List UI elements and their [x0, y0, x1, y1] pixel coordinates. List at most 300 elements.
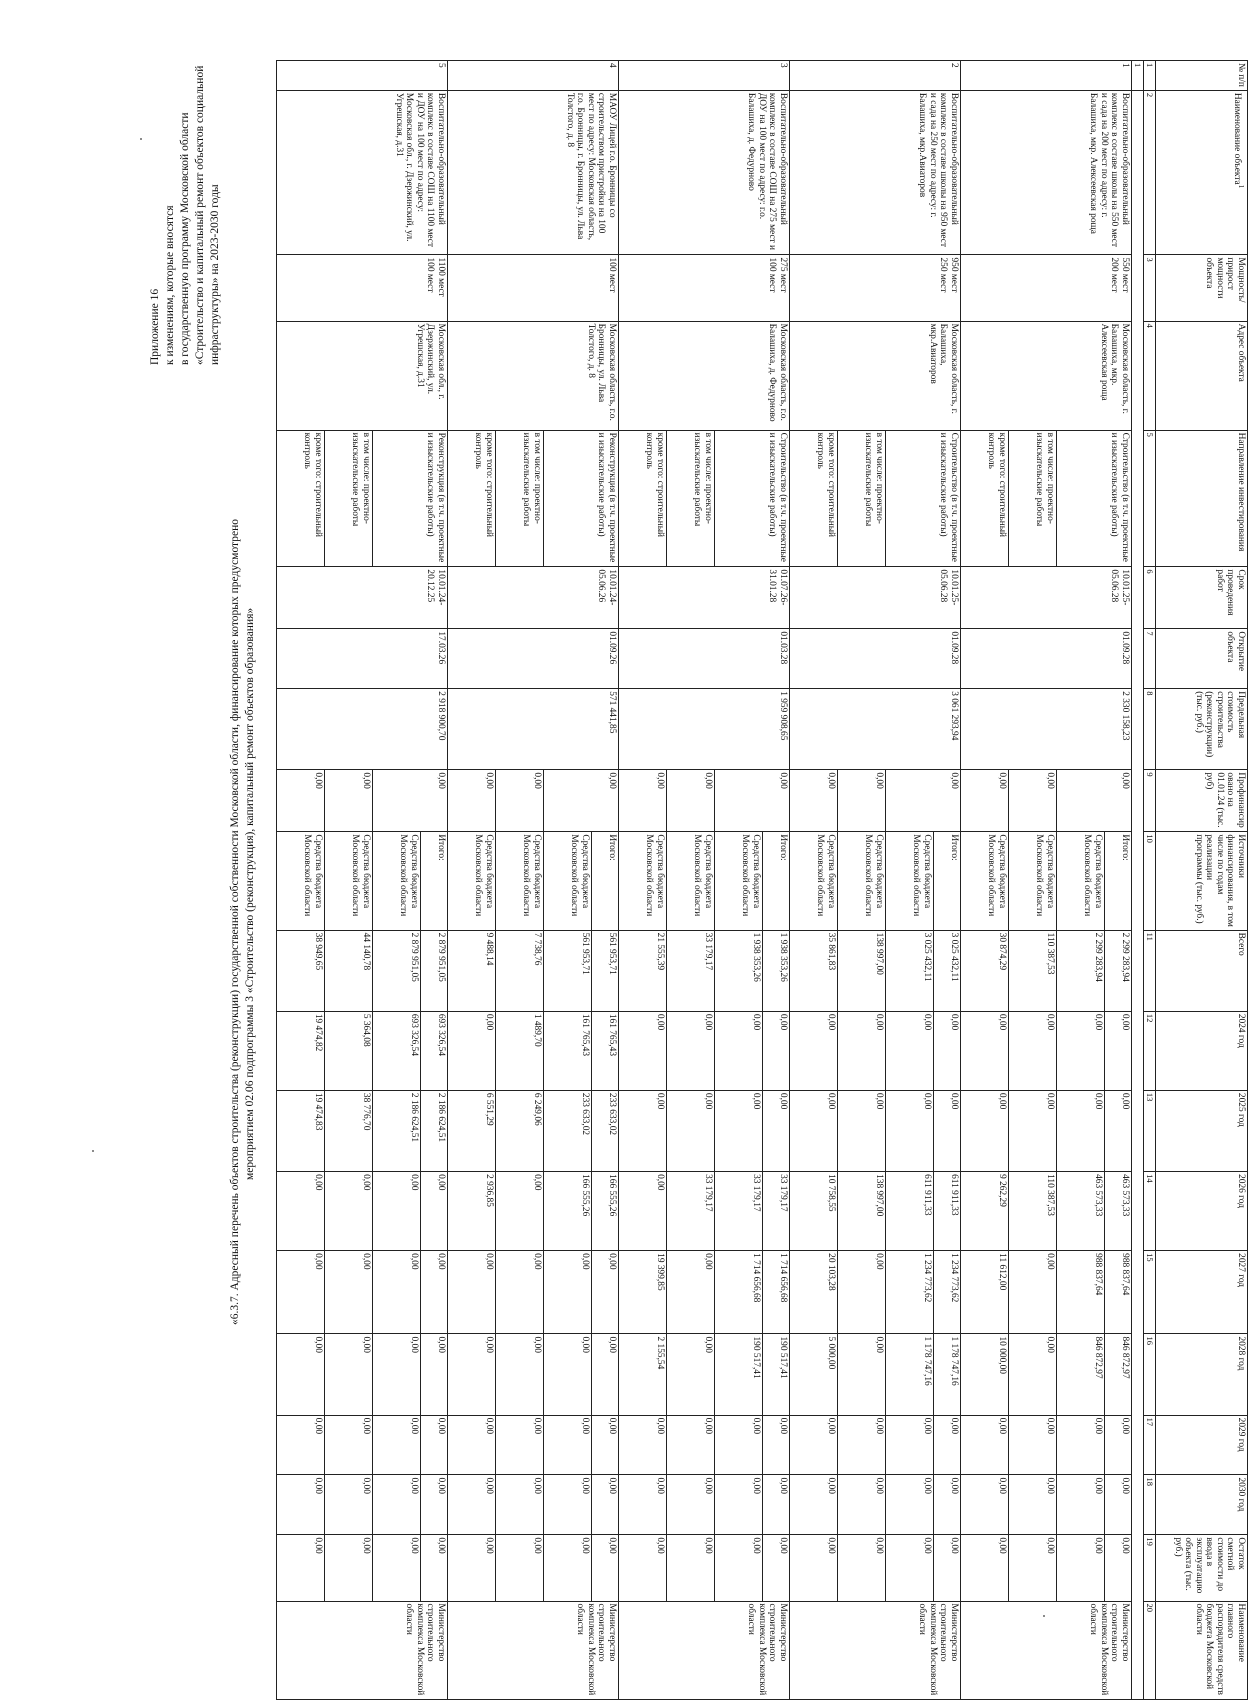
limit-cost: 3 061 293,94	[790, 689, 961, 770]
value-y2026: 33 179,17	[715, 1172, 763, 1251]
value-remainder: 0,00	[838, 1535, 886, 1601]
value-y2025: 233 633,02	[544, 1090, 592, 1171]
value-y2024: 0,00	[1009, 1011, 1057, 1090]
value-y2027: 0,00	[448, 1251, 496, 1334]
value-y2030: 0,00	[325, 1475, 373, 1535]
object-address: Московская область, г. Балашиха, мкр. Алексеевская роща	[961, 321, 1132, 430]
value-total: 35 861,83	[790, 930, 838, 1011]
value-y2029: 0,00	[838, 1415, 886, 1475]
value-y2030: 0,00	[1009, 1475, 1057, 1535]
value-y2026: 166 555,26	[592, 1172, 619, 1251]
value-y2029: 0,00	[1057, 1415, 1105, 1475]
value-y2024: 0,00	[448, 1011, 496, 1090]
opening-date: 01.03.28	[619, 629, 790, 689]
value-y2025: 0,00	[667, 1090, 715, 1171]
value-y2026: 0,00	[421, 1172, 448, 1251]
financed-amount: 0,00	[667, 770, 715, 832]
value-y2027: 0,00	[277, 1251, 325, 1334]
financed-amount: 0,00	[790, 770, 838, 832]
col-header-capacity: Мощность/ прирост мощности объекта	[1156, 255, 1248, 321]
value-total: 2 879 951,05	[421, 930, 448, 1011]
value-y2029: 0,00	[934, 1415, 961, 1475]
column-index-cell: 7	[1144, 629, 1156, 689]
value-y2024: 1 489,70	[496, 1011, 544, 1090]
table-row	[592, 61, 619, 1700]
value-y2026: 0,00	[496, 1172, 544, 1251]
column-index-cell: 18	[1144, 1475, 1156, 1535]
value-remainder: 0,00	[1009, 1535, 1057, 1601]
scan-speck	[140, 138, 142, 140]
value-y2029: 0,00	[277, 1415, 325, 1475]
investment-direction: кроме того: строительный контроль	[619, 430, 667, 567]
section-marker-empty	[1132, 90, 1144, 1699]
value-y2029: 0,00	[421, 1415, 448, 1475]
col-header-financed: Профинансировано на 01.01.24 (тыс. руб)	[1156, 770, 1248, 832]
value-remainder: 0,00	[1105, 1535, 1132, 1601]
funding-source: Средства бюджета Московской области	[373, 832, 421, 930]
value-y2027: 11 612,00	[961, 1251, 1009, 1334]
value-y2024: 0,00	[667, 1011, 715, 1090]
value-remainder: 0,00	[790, 1535, 838, 1601]
column-index-cell: 16	[1144, 1334, 1156, 1415]
value-y2029: 0,00	[592, 1415, 619, 1475]
value-y2026: 166 555,26	[544, 1172, 592, 1251]
object-name: МАОУ Лицей г.о. Бронницы со строительством пристройки на 100 мест по адресу: Московская область, г.о. Бронницы, г. Бронницы, ул. Льва Толстого, д. 8	[448, 90, 619, 255]
appendix-line-1: Приложение 16	[149, 288, 161, 365]
value-y2027: 0,00	[592, 1251, 619, 1334]
value-total: 38 949,65	[277, 930, 325, 1011]
investment-direction: Реконструкция (в т.ч. проектные и изыскательские работы)	[373, 430, 448, 567]
limit-cost: 1 959 908,65	[619, 689, 790, 770]
value-y2024: 693 326,54	[373, 1011, 421, 1090]
object-capacity: 275 мест 100 мест	[619, 255, 790, 321]
value-y2025: 0,00	[715, 1090, 763, 1171]
table-row	[421, 61, 448, 1700]
value-y2024: 0,00	[886, 1011, 934, 1090]
investment-direction: в том числе: проектно-изыскательские работы	[496, 430, 544, 567]
financed-amount: 0,00	[961, 770, 1009, 832]
investment-direction: Строительство (в т.ч. проектные и изыскательские работы)	[1057, 430, 1132, 567]
column-index-cell: 14	[1144, 1172, 1156, 1251]
column-index-cell: 13	[1144, 1090, 1156, 1171]
value-remainder: 0,00	[715, 1535, 763, 1601]
value-y2024: 0,00	[1105, 1011, 1132, 1090]
value-y2024: 0,00	[934, 1011, 961, 1090]
value-y2024: 0,00	[961, 1011, 1009, 1090]
value-y2028: 190 517,41	[715, 1334, 763, 1415]
value-y2027: 0,00	[496, 1251, 544, 1334]
investment-direction: в том числе: проектно-изыскательские работы	[838, 430, 886, 567]
value-y2029: 0,00	[790, 1415, 838, 1475]
value-y2026: 9 262,29	[961, 1172, 1009, 1251]
value-y2024: 0,00	[790, 1011, 838, 1090]
value-y2030: 0,00	[544, 1475, 592, 1535]
opening-date: 01.09.28	[790, 629, 961, 689]
value-y2029: 0,00	[1105, 1415, 1132, 1475]
investment-direction: кроме того: строительный контроль	[961, 430, 1009, 567]
object-address: Московская область, г.о. Бронницы, ул. Льва Толстого, д. 8	[448, 321, 619, 430]
value-y2030: 0,00	[448, 1475, 496, 1535]
value-y2028: 0,00	[448, 1334, 496, 1415]
work-period: 01.07.26-31.01.28	[619, 567, 790, 629]
column-index-cell: 15	[1144, 1251, 1156, 1334]
value-y2027: 0,00	[373, 1251, 421, 1334]
budget-administrator: Министерство строительного комплекса Московской области	[790, 1601, 961, 1699]
value-y2029: 0,00	[763, 1415, 790, 1475]
column-index-cell: 3	[1144, 255, 1156, 321]
value-remainder: 0,00	[1057, 1535, 1105, 1601]
scan-speck	[1043, 1615, 1045, 1617]
funding-source: Средства бюджета Московской области	[667, 832, 715, 930]
col-header-admin: Наименование главного распорядителя средств бюджета Московской области	[1156, 1601, 1248, 1699]
col-header-2028: 2028 год	[1156, 1334, 1248, 1415]
value-total: 110 387,53	[1009, 930, 1057, 1011]
value-y2030: 0,00	[763, 1475, 790, 1535]
value-y2029: 0,00	[448, 1415, 496, 1475]
value-remainder: 0,00	[667, 1535, 715, 1601]
table-title-line-2: мероприятием 02.06 подпрограммы 3 «Строительство (реконструкция), капитальный ремонт объектов образования»	[244, 607, 256, 1180]
financed-amount: 0,00	[496, 770, 544, 832]
appendix-line-4: «Строительство и капитальный ремонт объектов социальной	[194, 65, 206, 365]
object-name: Воспитательно-образовательный комплекс в составе школы на 550 мест и сада на 200 мест по адресу: г. Балашиха, мкр. Алексеевская роща	[961, 90, 1132, 255]
investment-direction: Строительство (в т.ч. проектные и изыскательские работы)	[886, 430, 961, 567]
value-remainder: 0,00	[544, 1535, 592, 1601]
value-total: 1 938 353,26	[763, 930, 790, 1011]
column-index-cell: 5	[1144, 430, 1156, 567]
budget-administrator: Министерство строительного комплекса Московской области	[448, 1601, 619, 1699]
column-index-cell: 4	[1144, 321, 1156, 430]
object-capacity: 100 мест	[448, 255, 619, 321]
value-remainder: 0,00	[448, 1535, 496, 1601]
value-y2028: 0,00	[277, 1334, 325, 1415]
financed-amount: 0,00	[448, 770, 496, 832]
value-y2028: 0,00	[592, 1334, 619, 1415]
value-y2025: 0,00	[1057, 1090, 1105, 1171]
financed-amount: 0,00	[838, 770, 886, 832]
value-y2028: 0,00	[667, 1334, 715, 1415]
section-marker-row	[1132, 61, 1144, 1700]
value-total: 7 738,76	[496, 930, 544, 1011]
value-total: 2 879 951,05	[373, 930, 421, 1011]
value-y2026: 0,00	[277, 1172, 325, 1251]
value-y2027: 988 837,64	[1105, 1251, 1132, 1334]
value-total: 561 953,71	[592, 930, 619, 1011]
col-header-2025: 2025 год	[1156, 1090, 1248, 1171]
financed-amount: 0,00	[715, 770, 790, 832]
col-header-limit-cost: Предельная стоимость строительства (реконструкции) (тыс. руб.)	[1156, 689, 1248, 770]
value-y2028: 1 178 747,16	[934, 1334, 961, 1415]
value-y2029: 0,00	[1009, 1415, 1057, 1475]
value-y2030: 0,00	[790, 1475, 838, 1535]
value-y2028: 0,00	[325, 1334, 373, 1415]
value-y2029: 0,00	[544, 1415, 592, 1475]
financed-amount: 0,00	[1057, 770, 1132, 832]
value-y2025: 0,00	[961, 1090, 1009, 1171]
value-y2025: 6 249,06	[496, 1090, 544, 1171]
budget-administrator: Министерство строительного комплекса Московской области	[961, 1601, 1132, 1699]
value-remainder: 0,00	[961, 1535, 1009, 1601]
value-y2026: 0,00	[619, 1172, 667, 1251]
opening-date: 01.09.26	[448, 629, 619, 689]
address-list-table	[276, 60, 1248, 1700]
funding-source: Средства бюджета Московской области	[715, 832, 763, 930]
funding-source: Средства бюджета Московской области	[496, 832, 544, 930]
work-period: 10.01.24-20.12.25	[277, 567, 448, 629]
funding-source: Итого:	[1105, 832, 1132, 930]
value-y2027: 0,00	[1009, 1251, 1057, 1334]
value-y2024: 19 474,82	[277, 1011, 325, 1090]
appendix-line-5: инфраструктуры» на 2023-2030 годы	[209, 184, 221, 365]
value-y2030: 0,00	[715, 1475, 763, 1535]
value-y2025: 0,00	[838, 1090, 886, 1171]
column-index-cell: 17	[1144, 1415, 1156, 1475]
value-y2026: 0,00	[373, 1172, 421, 1251]
value-total: 3 025 432,11	[886, 930, 934, 1011]
object-name: Воспитательно-образовательный комплекс в составе школы на 950 мест и сада на 250 мест по адресу: г. Балашиха, мкр.Авиаторов	[790, 90, 961, 255]
investment-direction: в том числе: проектно-изыскательские работы	[325, 430, 373, 567]
value-y2025: 0,00	[886, 1090, 934, 1171]
value-y2029: 0,00	[325, 1415, 373, 1475]
financed-amount: 0,00	[325, 770, 373, 832]
value-y2025: 0,00	[619, 1090, 667, 1171]
value-y2026: 611 911,33	[886, 1172, 934, 1251]
value-y2024: 5 364,08	[325, 1011, 373, 1090]
financed-amount: 0,00	[619, 770, 667, 832]
funding-source: Итого:	[934, 832, 961, 930]
value-y2028: 0,00	[1009, 1334, 1057, 1415]
column-index-row	[1144, 61, 1156, 1700]
value-y2030: 0,00	[934, 1475, 961, 1535]
value-y2028: 0,00	[373, 1334, 421, 1415]
value-y2026: 33 179,17	[667, 1172, 715, 1251]
value-y2024: 0,00	[1057, 1011, 1105, 1090]
value-y2026: 110 387,53	[1009, 1172, 1057, 1251]
value-y2025: 2 186 624,51	[421, 1090, 448, 1171]
funding-source: Средства бюджета Московской области	[838, 832, 886, 930]
table-row	[934, 61, 961, 1700]
value-y2026: 0,00	[325, 1172, 373, 1251]
table-row	[1105, 61, 1132, 1700]
col-header-2027: 2027 год	[1156, 1251, 1248, 1334]
value-y2030: 0,00	[667, 1475, 715, 1535]
value-y2030: 0,00	[421, 1475, 448, 1535]
value-y2026: 463 573,33	[1105, 1172, 1132, 1251]
column-index-cell: 19	[1144, 1535, 1156, 1601]
table-title-line-1: «6.3.7. Адресный перечень объектов строительства (реконструкции) государственной собственности Московской области, финансирование которых предусмотрено	[229, 519, 241, 1325]
budget-administrator: Министерство строительного комплекса Московской области	[277, 1601, 448, 1699]
funding-source: Средства бюджета Московской области	[790, 832, 838, 930]
column-index-cell: 6	[1144, 567, 1156, 629]
funding-source: Средства бюджета Московской области	[325, 832, 373, 930]
object-number: 1	[961, 61, 1132, 91]
col-header-2029: 2029 год	[1156, 1415, 1248, 1475]
object-capacity: 950 мест 250 мест	[790, 255, 961, 321]
limit-cost: 2 330 158,23	[961, 689, 1132, 770]
value-y2025: 19 474,83	[277, 1090, 325, 1171]
value-y2029: 0,00	[961, 1415, 1009, 1475]
value-y2025: 233 633,02	[592, 1090, 619, 1171]
value-y2027: 1 714 656,68	[715, 1251, 763, 1334]
value-y2025: 6 551,29	[448, 1090, 496, 1171]
value-y2030: 0,00	[373, 1475, 421, 1535]
column-index-cell: 11	[1144, 930, 1156, 1011]
value-remainder: 0,00	[619, 1535, 667, 1601]
value-y2028: 0,00	[496, 1334, 544, 1415]
col-header-2024: 2024 год	[1156, 1011, 1248, 1090]
value-y2030: 0,00	[886, 1475, 934, 1535]
investment-direction: кроме того: строительный контроль	[448, 430, 496, 567]
col-header-opening: Открытие объекта	[1156, 629, 1248, 689]
financed-amount: 0,00	[544, 770, 619, 832]
value-y2026: 10 758,55	[790, 1172, 838, 1251]
value-y2029: 0,00	[886, 1415, 934, 1475]
value-y2030: 0,00	[592, 1475, 619, 1535]
funding-source: Средства бюджета Московской области	[448, 832, 496, 930]
object-capacity: 1100 мест 100 мест	[277, 255, 448, 321]
value-y2028: 0,00	[838, 1334, 886, 1415]
investment-direction: кроме того: строительный контроль	[790, 430, 838, 567]
value-remainder: 0,00	[325, 1535, 373, 1601]
value-y2028: 0,00	[421, 1334, 448, 1415]
value-remainder: 0,00	[373, 1535, 421, 1601]
value-y2027: 0,00	[667, 1251, 715, 1334]
value-y2025: 0,00	[1105, 1090, 1132, 1171]
value-y2030: 0,00	[838, 1475, 886, 1535]
budget-administrator: Министерство строительного комплекса Московской области	[619, 1601, 790, 1699]
object-number: 5	[277, 61, 448, 91]
column-index-cell: 10	[1144, 832, 1156, 930]
col-header-2030: 2030 год	[1156, 1475, 1248, 1535]
header-row	[1156, 61, 1248, 1700]
column-index-cell: 12	[1144, 1011, 1156, 1090]
col-header-period: Срок проведения работ	[1156, 567, 1248, 629]
value-y2028: 846 872,97	[1057, 1334, 1105, 1415]
value-y2025: 0,00	[790, 1090, 838, 1171]
object-name: Воспитательно-образовательный комплекс в составе СОШ на 1100 мест и ДОУ на 100 мест по адресу: Московская обл., г. Дзержинский, ул. Угрешская, д.31	[277, 90, 448, 255]
value-y2027: 0,00	[421, 1251, 448, 1334]
table-row	[763, 61, 790, 1700]
work-period: 10.01.24-05.06.26	[448, 567, 619, 629]
value-remainder: 0,00	[496, 1535, 544, 1601]
col-header-total: Всего	[1156, 930, 1248, 1011]
value-y2029: 0,00	[667, 1415, 715, 1475]
value-y2024: 0,00	[619, 1011, 667, 1090]
col-header-2026: 2026 год	[1156, 1172, 1248, 1251]
col-header-num: № п/п	[1156, 61, 1248, 91]
value-y2027: 1 234 773,62	[934, 1251, 961, 1334]
financed-amount: 0,00	[886, 770, 961, 832]
value-total: 561 953,71	[544, 930, 592, 1011]
investment-direction: Строительство (в т.ч. проектные и изыскательские работы)	[715, 430, 790, 567]
value-y2027: 19 399,85	[619, 1251, 667, 1334]
value-y2027: 1 234 773,62	[886, 1251, 934, 1334]
value-y2027: 1 714 656,68	[763, 1251, 790, 1334]
section-marker-cell: 1	[1132, 61, 1144, 91]
investment-direction: кроме того: строительный контроль	[277, 430, 325, 567]
financed-amount: 0,00	[1009, 770, 1057, 832]
col-header-address: Адрес объекта	[1156, 321, 1248, 430]
col-header-name	[1156, 90, 1248, 255]
opening-date: 01.09.28	[961, 629, 1132, 689]
value-total: 138 997,00	[838, 930, 886, 1011]
value-y2027: 988 837,64	[1057, 1251, 1105, 1334]
value-remainder: 0,00	[886, 1535, 934, 1601]
object-address: Московская область, г. Балашиха, мкр.Авиаторов	[790, 321, 961, 430]
object-address: Московская обл., г. Дзержинский, ул. Угрешская, д.31	[277, 321, 448, 430]
value-y2030: 0,00	[619, 1475, 667, 1535]
object-name: Воспитательно-образовательный комплекс в составе СОШ на 275 мест и ДОУ на 100 мест по адресу: г.о. Балашиха, д. Федурново	[619, 90, 790, 255]
value-y2030: 0,00	[961, 1475, 1009, 1535]
limit-cost: 2 918 900,70	[277, 689, 448, 770]
appendix-line-3: в государственную программу Московской области	[179, 112, 191, 365]
value-y2030: 0,00	[277, 1475, 325, 1535]
funding-source: Средства бюджета Московской области	[886, 832, 934, 930]
value-y2024: 0,00	[763, 1011, 790, 1090]
value-total: 9 488,14	[448, 930, 496, 1011]
value-remainder: 0,00	[934, 1535, 961, 1601]
address-list-table-container	[276, 60, 1248, 1700]
financed-amount: 0,00	[277, 770, 325, 832]
value-y2027: 0,00	[544, 1251, 592, 1334]
value-y2030: 0,00	[1057, 1475, 1105, 1535]
column-index-cell: 2	[1144, 90, 1156, 255]
value-y2025: 2 186 624,51	[373, 1090, 421, 1171]
value-y2025: 0,00	[934, 1090, 961, 1171]
value-y2028: 2 155,54	[619, 1334, 667, 1415]
value-total: 1 938 353,26	[715, 930, 763, 1011]
object-capacity: 550 мест 200 мест	[961, 255, 1132, 321]
appendix-line-2: к изменениям, которые вносятся	[164, 205, 176, 365]
value-y2027: 0,00	[838, 1251, 886, 1334]
value-y2030: 0,00	[496, 1475, 544, 1535]
value-y2026: 611 911,33	[934, 1172, 961, 1251]
value-y2028: 1 178 747,16	[886, 1334, 934, 1415]
value-total: 21 555,39	[619, 930, 667, 1011]
value-total: 44 140,78	[325, 930, 373, 1011]
value-y2029: 0,00	[619, 1415, 667, 1475]
col-header-name-text: Наименование объекта	[1231, 92, 1242, 185]
column-index-cell: 20	[1144, 1601, 1156, 1699]
value-y2029: 0,00	[496, 1415, 544, 1475]
value-total: 2 299 283,94	[1057, 930, 1105, 1011]
value-y2026: 463 573,33	[1057, 1172, 1105, 1251]
value-y2024: 693 326,54	[421, 1011, 448, 1090]
limit-cost: 571 441,85	[448, 689, 619, 770]
value-y2025: 0,00	[1009, 1090, 1057, 1171]
value-y2030: 0,00	[1105, 1475, 1132, 1535]
value-y2028: 10 000,00	[961, 1334, 1009, 1415]
funding-source: Итого:	[421, 832, 448, 930]
value-y2026: 33 179,17	[763, 1172, 790, 1251]
footnote-ref-1: 1	[1237, 184, 1245, 189]
funding-source: Итого:	[763, 832, 790, 930]
value-total: 3 025 432,11	[934, 930, 961, 1011]
opening-date: 17.03.26	[277, 629, 448, 689]
funding-source: Средства бюджета Московской области	[544, 832, 592, 930]
funding-source: Итого:	[592, 832, 619, 930]
value-y2024: 161 765,43	[592, 1011, 619, 1090]
value-total: 2 299 283,94	[1105, 930, 1132, 1011]
value-y2026: 2 936,85	[448, 1172, 496, 1251]
value-y2024: 0,00	[715, 1011, 763, 1090]
investment-direction: в том числе: проектно-изыскательские работы	[667, 430, 715, 567]
funding-source: Средства бюджета Московской области	[961, 832, 1009, 930]
value-y2026: 138 997,00	[838, 1172, 886, 1251]
value-y2029: 0,00	[373, 1415, 421, 1475]
value-y2028: 190 517,41	[763, 1334, 790, 1415]
value-remainder: 0,00	[592, 1535, 619, 1601]
value-y2029: 0,00	[715, 1415, 763, 1475]
